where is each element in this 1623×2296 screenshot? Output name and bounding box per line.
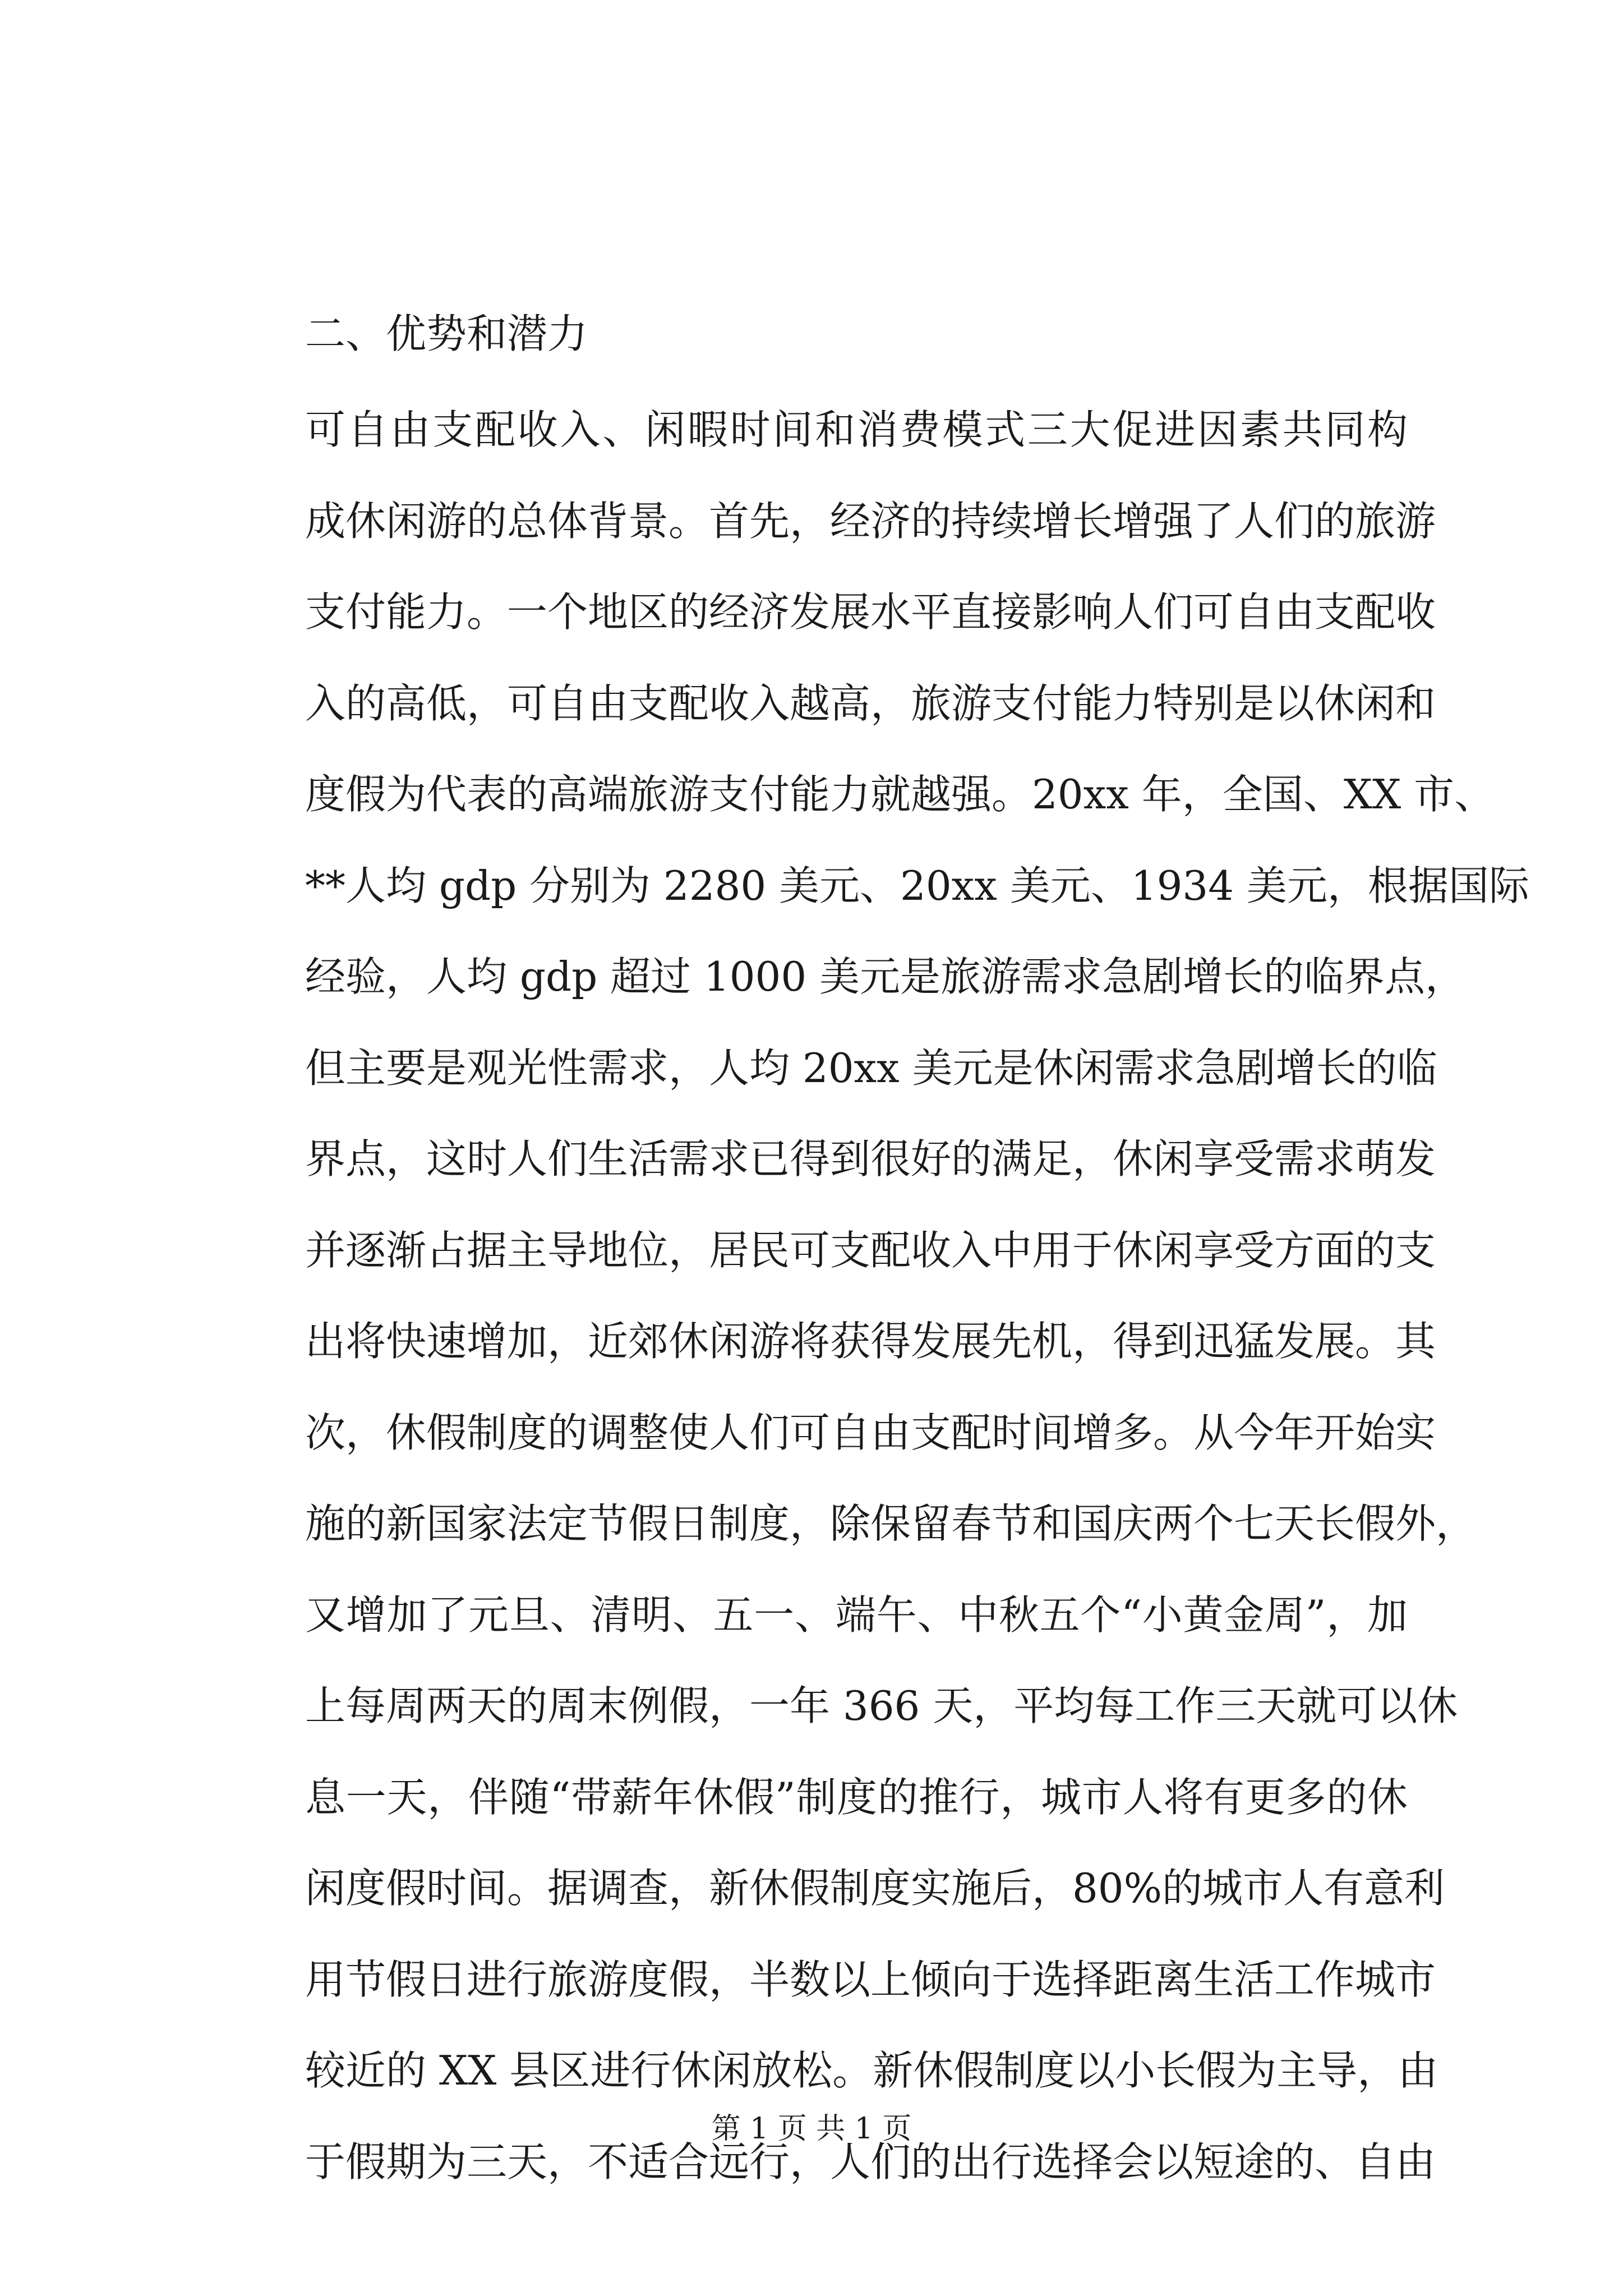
paragraph-line: 入的高低，可自由支配收入越高，旅游支付能力特别是以休闲和 <box>305 679 1436 727</box>
page-footer: 第 1 页 共 1 页 <box>711 2112 912 2146</box>
paragraph-line: 上每周两天的周末例假，一年 366 天，平均每工作三天就可以休 <box>305 1682 1458 1729</box>
paragraph-line: **人均 gdp 分别为 2280 美元、20xx 美元、1934 美元，根据国际 <box>305 862 1529 909</box>
paragraph-line: 次，休假制度的调整使人们可自由支配时间增多。从今年开始实 <box>305 1409 1436 1456</box>
paragraph-line: 用节假日进行旅游度假，半数以上倾向于选择距离生活工作城市 <box>305 1955 1436 2003</box>
paragraph-line: 出将快速增加，近郊休闲游将获得发展先机，得到迅猛发展。其 <box>305 1318 1436 1365</box>
section-heading: 二、优势和潜力 <box>305 310 588 357</box>
paragraph-line: 并逐渐占据主导地位，居民可支配收入中用于休闲享受方面的支 <box>305 1226 1436 1274</box>
paragraph-line: 闲度假时间。据调查，新休假制度实施后，80%的城市人有意利 <box>305 1865 1445 1912</box>
paragraph-line: 息一天，伴随“带薪年休假”制度的推行，城市人将有更多的休 <box>305 1773 1408 1821</box>
paragraph-line: 度假为代表的高端旅游支付能力就越强。20xx 年，全国、XX 市、 <box>305 771 1495 818</box>
paragraph-line: 于假期为三天，不适合远行，人们的出行选择会以短途的、自由 <box>305 2138 1436 2185</box>
paragraph-line: 成休闲游的总体背景。首先，经济的持续增长增强了人们的旅游 <box>305 497 1436 545</box>
paragraph-line: 较近的 XX 县区进行休闲放松。新休假制度以小长假为主导，由 <box>305 2047 1438 2094</box>
paragraph-line: 支付能力。一个地区的经济发展水平直接影响人们可自由支配收 <box>305 588 1436 636</box>
paragraph-line: 又增加了元旦、清明、五一、端午、中秋五个“小黄金周”，加 <box>305 1591 1408 1639</box>
paragraph-line: 界点，这时人们生活需求已得到很好的满足，休闲享受需求萌发 <box>305 1135 1436 1182</box>
paragraph-line: 施的新国家法定节假日制度，除保留春节和国庆两个七天长假外， <box>305 1500 1477 1547</box>
paragraph-line: 经验，人均 gdp 超过 1000 美元是旅游需求急剧增长的临界点， <box>305 953 1466 1000</box>
paragraph-line: 但主要是观光性需求，人均 20xx 美元是休闲需求急剧增长的临 <box>305 1044 1437 1092</box>
body-paragraph <box>305 384 1529 2207</box>
paragraph-line: 可自由支配收入、闲暇时间和消费模式三大促进因素共同构 <box>305 406 1408 453</box>
